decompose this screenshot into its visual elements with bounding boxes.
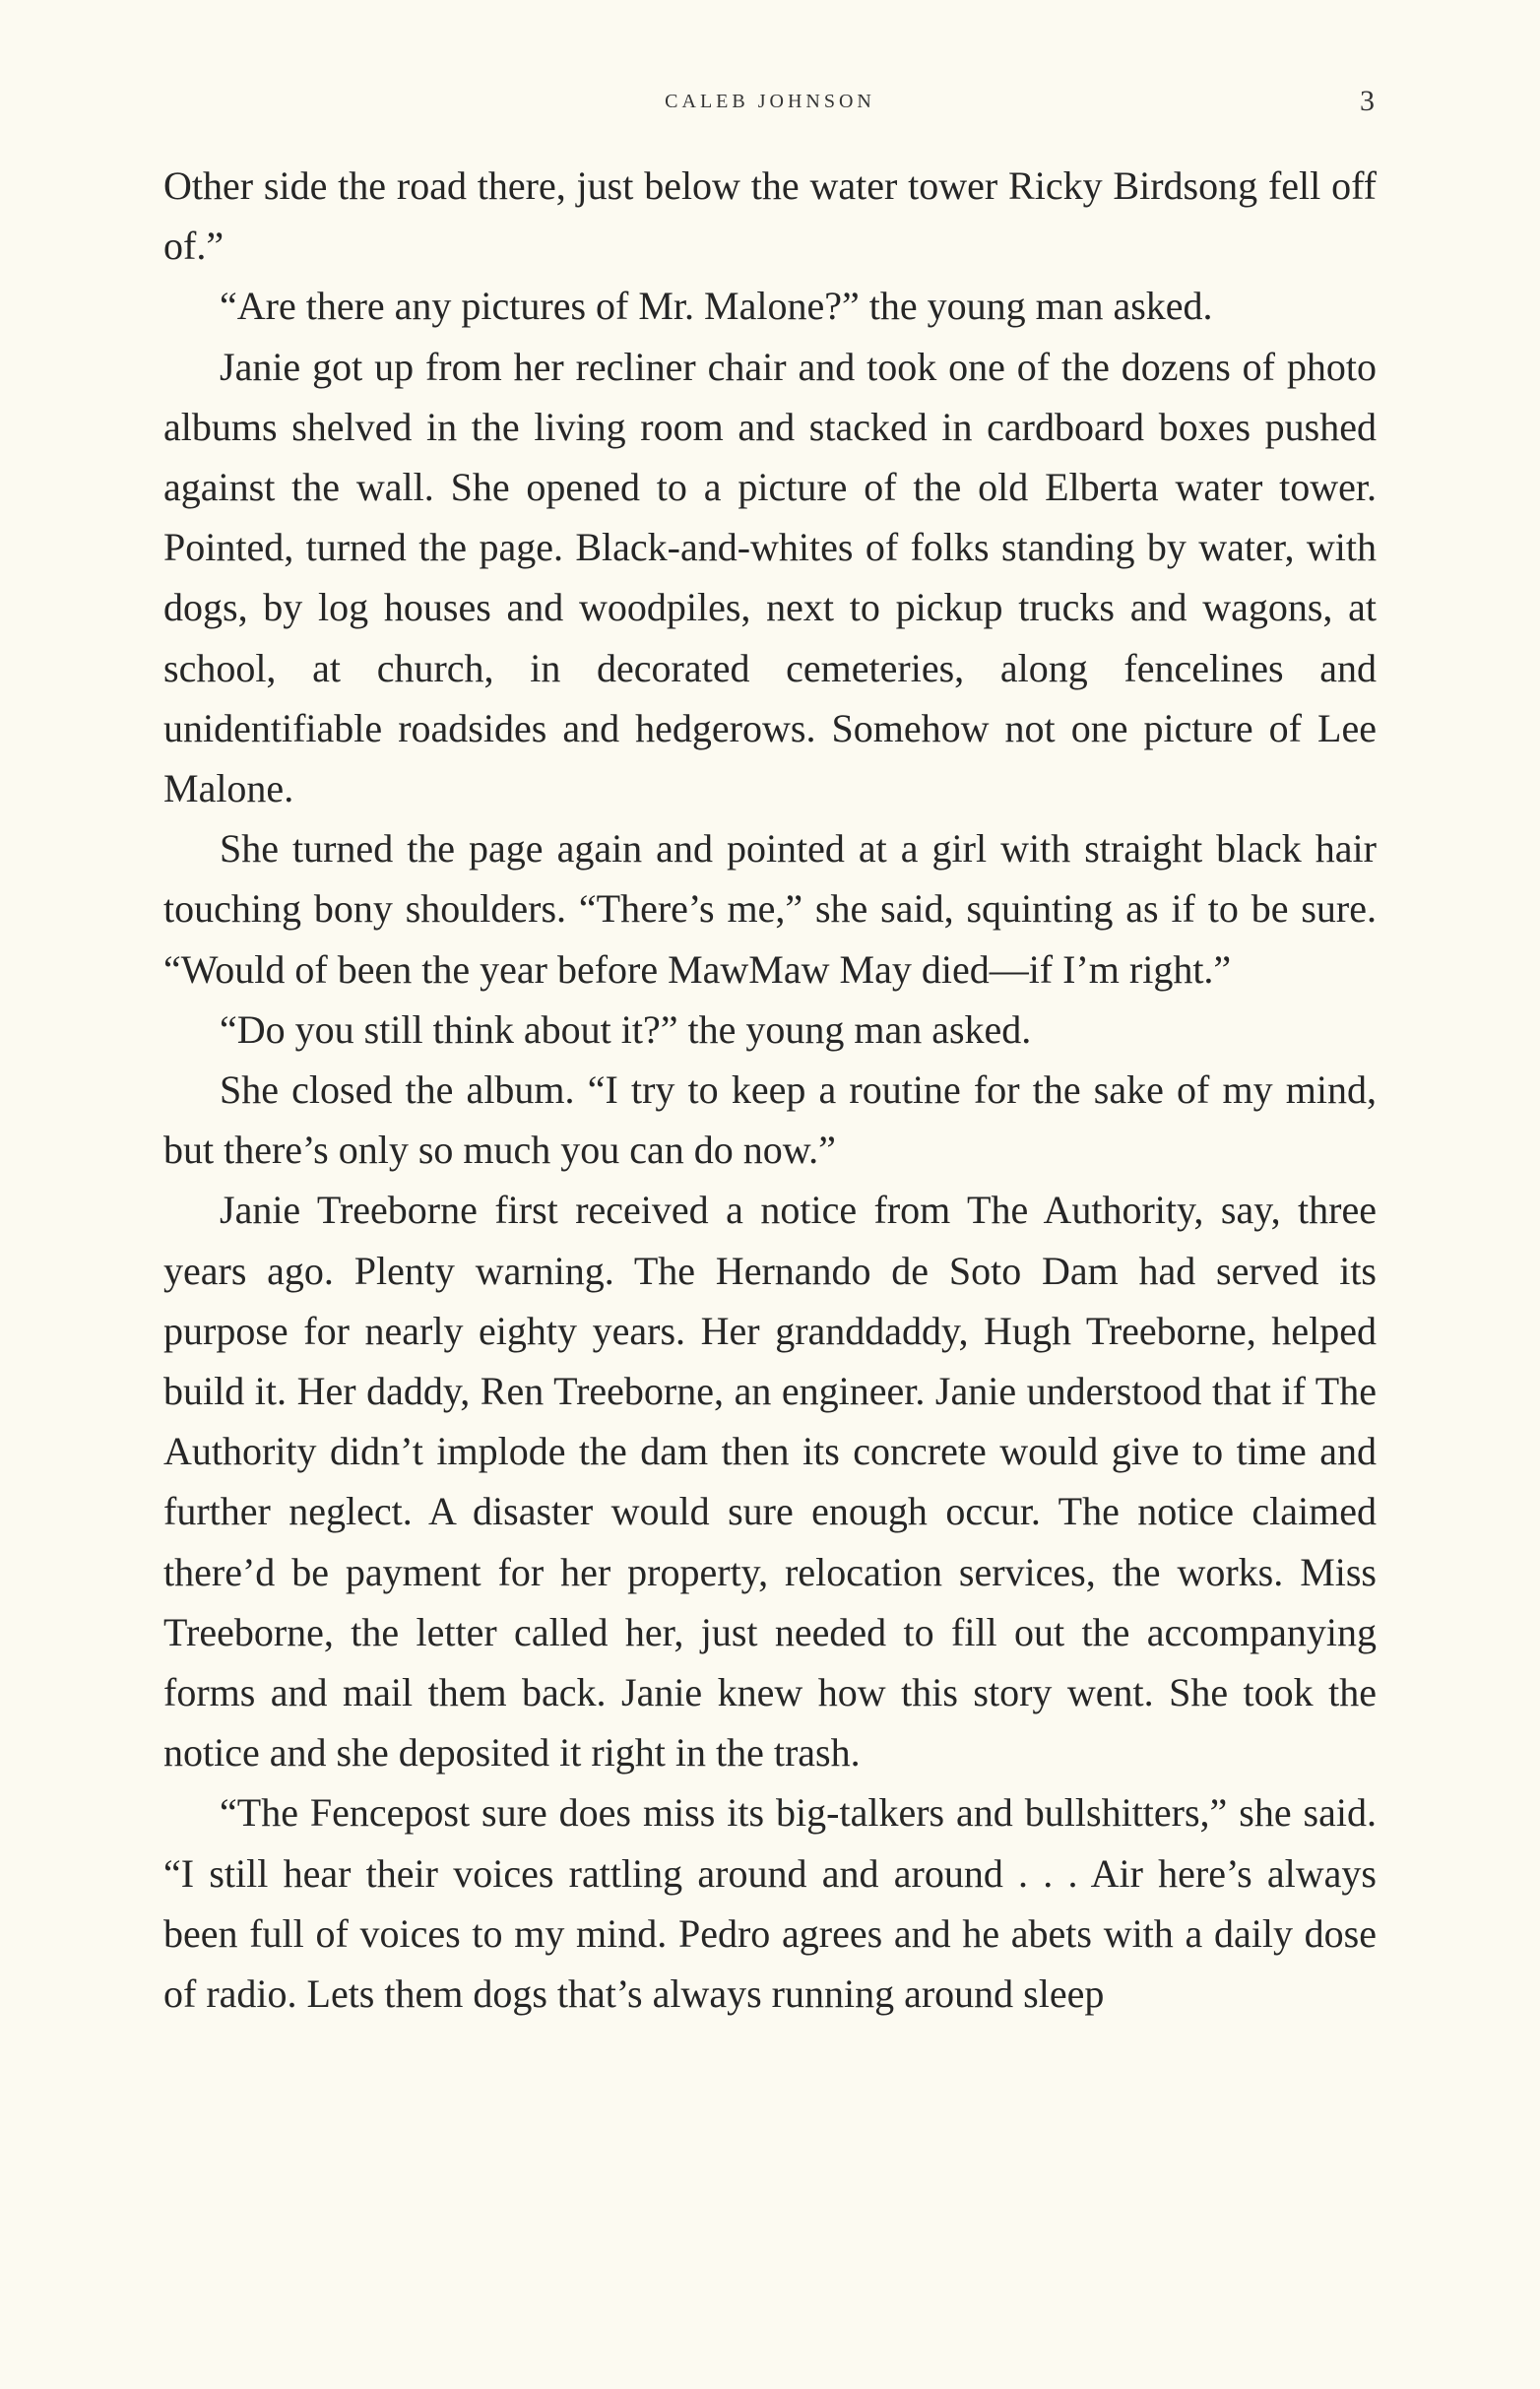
paragraph: She closed the album. “I try to keep a routine for the sake of my mind, but there’s only so much you can do now.” bbox=[163, 1067, 1377, 1173]
running-head: CALEB JOHNSON bbox=[665, 91, 875, 112]
paragraph: Janie got up from her recliner chair and took one of the dozens of photo albums shelved in the living room and stacked in cardboard boxes pushed against the wall. She opened to a picture of the old Elberta water tower. Pointed, turned the page. Black-and-whites of folks standing by water, with dogs, by log houses and woodpiles, next to pickup trucks and wagons, at school, at church, in decorated cemeteries, along fencelines and unidentifiable roadsides and hedgerows. Somehow not one picture of Lee Malone. bbox=[163, 344, 1377, 811]
paragraph: Other side the road there, just below the water tower Ricky Birdsong fell off of.” bbox=[163, 163, 1377, 269]
paragraph: “The Fencepost sure does miss its big-talkers and bullshitters,” she said. “I still hear their voices rattling around and around . . . Air here’s always been full of voices to my mind. Pedro agrees and he abets with a daily dose of radio. Lets them dogs that’s always running around sleep bbox=[163, 1790, 1377, 2017]
paragraph: She turned the page again and pointed at a girl with straight black hair touching bony shoulders. “There’s me,” she said, squinting as if to be sure. “Would of been the year before MawMaw May died—if I’m right.” bbox=[163, 826, 1377, 992]
body-text bbox=[163, 156, 1377, 2024]
paragraph: “Do you still think about it?” the young man asked. bbox=[220, 1006, 1032, 1052]
paragraph: Janie Treeborne first received a notice from The Authority, say, three years ago. Plenty warning. The Hernando de Soto Dam had served its purpose for nearly eighty years. Her granddaddy, Hugh Treeborne, helped build it. Her daddy, Ren Treeborne, an engineer. Janie understood that if The Authority didn’t implode the dam then its concrete would give to time and further neglect. A disaster would sure enough occur. The notice claimed there’d be payment for her property, relocation services, the works. Miss Treeborne, the letter called her, just needed to fill out the accompanying forms and mail them back. Janie knew how this story went. She took the notice and she deposited it right in the trash. bbox=[163, 1188, 1377, 1776]
page-number: 3 bbox=[1360, 85, 1375, 117]
paragraph: “Are there any pictures of Mr. Malone?” the young man asked. bbox=[220, 284, 1213, 329]
